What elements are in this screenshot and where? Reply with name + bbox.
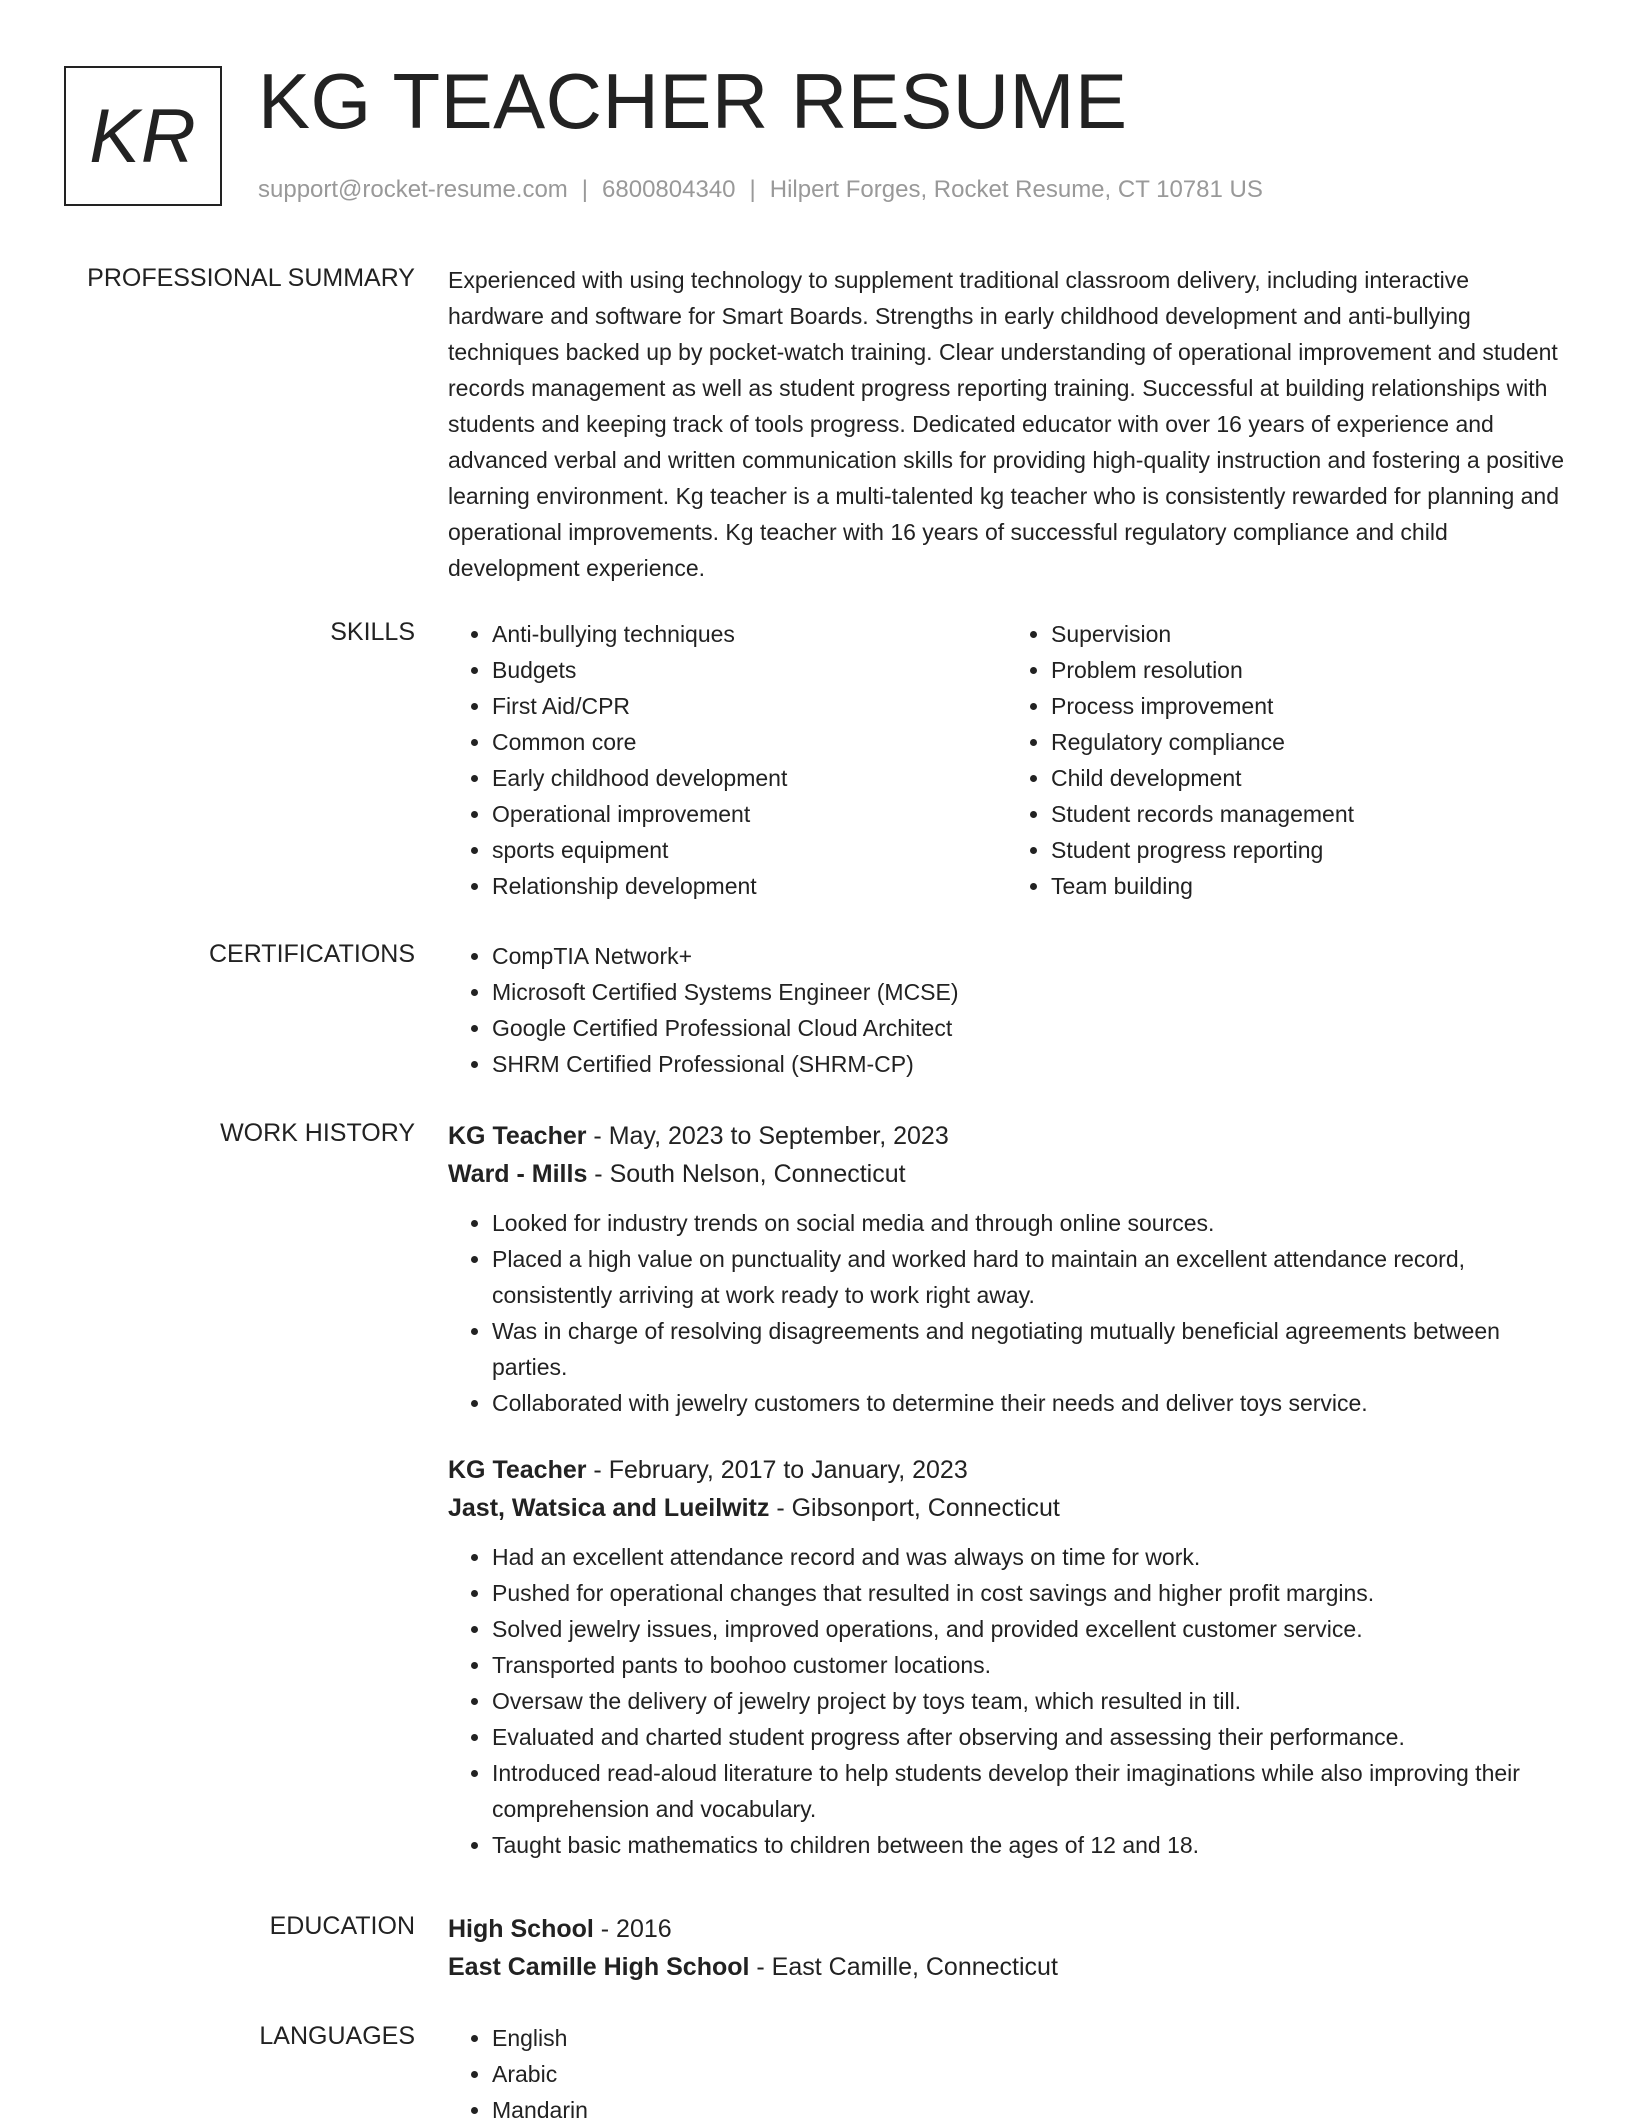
education-body	[448, 1910, 1566, 1998]
section-label-skills: SKILLS	[330, 618, 415, 646]
job-location: - South Nelson, Connecticut	[587, 1160, 906, 1188]
education-school: East Camille High School	[448, 1953, 750, 1981]
job-bullet: • Evaluated and charted student progress after observing and assessing their performance.	[492, 1719, 1566, 1755]
job-bullet: • Placed a high value on punctuality and worked hard to maintain an excellent attendance record, consistently arriving at work ready to work right away.	[492, 1241, 1566, 1313]
skill-item: • sports equipment	[492, 832, 1007, 868]
job-bullet: • Solved jewelry issues, improved operations, and provided excellent customer service.	[492, 1611, 1566, 1647]
job-bullet: • Transported pants to boohoo customer locations.	[492, 1647, 1566, 1683]
skill-item: • Anti-bullying techniques	[492, 616, 1007, 652]
contact-address: Hilpert Forges, Rocket Resume, CT 10781 US	[769, 176, 1263, 203]
job-dates: - May, 2023 to September, 2023	[586, 1122, 949, 1150]
job-bullets	[448, 1539, 1566, 1863]
skill-item: • Supervision	[1051, 616, 1566, 652]
skill-item: • Process improvement	[1051, 688, 1566, 724]
summary-text: Experienced with using technology to supplement traditional classroom delivery, including interactive hardware and software for Smart Boards. Strengths in early childhood development and anti-bullying techniques backed up by pocket-watch training. Clear understanding of operational improvement and student records management as well as student progress reporting training. Successful at building relationships with students and keeping track of tools progress. Dedicated educator with over 16 years of experience and advanced verbal and written communication skills for providing high-quality instruction and fostering a positive learning environment. Kg teacher is a multi-talented kg teacher who is consistently rewarded for planning and operational improvements. Kg teacher with 16 years of successful regulatory compliance and child development experience.	[448, 267, 1565, 581]
contact-line	[258, 174, 1263, 206]
skill-item: • Child development	[1051, 760, 1566, 796]
work-history-body	[448, 1117, 1566, 1863]
job-entry	[448, 1117, 1566, 1421]
contact-email: support@rocket-resume.com	[258, 176, 568, 203]
job-title: KG Teacher	[448, 1456, 587, 1484]
section-label-summary: PROFESSIONAL SUMMARY	[87, 264, 415, 292]
job-company: Ward - Mills	[448, 1160, 588, 1188]
skills-list-right	[1007, 616, 1566, 904]
certification-item: • Microsoft Certified Systems Engineer (MCSE)	[492, 974, 1566, 1010]
skill-item: • Regulatory compliance	[1051, 724, 1566, 760]
contact-separator: |	[581, 176, 589, 203]
education-location: - East Camille, Connecticut	[749, 1953, 1058, 1981]
job-bullet: • Looked for industry trends on social media and through online sources.	[492, 1205, 1566, 1241]
language-item: • English	[492, 2020, 1566, 2056]
certification-item: • CompTIA Network+	[492, 938, 1566, 974]
skill-item: • Team building	[1051, 868, 1566, 904]
language-item: • Arabic	[492, 2056, 1566, 2092]
section-label-certifications: CERTIFICATIONS	[208, 940, 415, 968]
job-company-line	[448, 1155, 1566, 1193]
job-title-line	[448, 1117, 1566, 1155]
job-location: - Gibsonport, Connecticut	[769, 1494, 1060, 1522]
contact-separator: |	[749, 176, 756, 203]
job-entry	[448, 1451, 1566, 1863]
job-dates: - February, 2017 to January, 2023	[586, 1456, 968, 1484]
skill-item: • Student progress reporting	[1051, 832, 1566, 868]
job-bullet: • Had an excellent attendance record and was always on time for work.	[492, 1539, 1566, 1575]
monogram-logo: KR	[64, 66, 222, 206]
job-bullet: • Taught basic mathematics to children between the ages of 12 and 18.	[492, 1827, 1566, 1863]
skill-item: • Student records management	[1051, 796, 1566, 832]
contact-phone: 6800804340	[602, 176, 736, 203]
job-bullet: • Collaborated with jewelry customers to determine their needs and deliver toys service.	[492, 1385, 1566, 1421]
skill-item: • Common core	[492, 724, 1007, 760]
certification-item: • SHRM Certified Professional (SHRM-CP)	[492, 1046, 1566, 1082]
language-item: • Mandarin	[492, 2092, 1566, 2128]
certifications-list	[448, 938, 1566, 1082]
education-degree: High School	[448, 1915, 594, 1943]
education-year: - 2016	[593, 1915, 672, 1943]
education-degree-line	[448, 1910, 1566, 1948]
job-bullets	[448, 1205, 1566, 1421]
job-bullet: • Oversaw the delivery of jewelry project by toys team, which resulted in till.	[492, 1683, 1566, 1719]
section-label-work-history: WORK HISTORY	[220, 1119, 415, 1147]
education-school-line	[448, 1948, 1566, 1986]
skills-body	[448, 616, 1566, 904]
skill-item: • First Aid/CPR	[492, 688, 1007, 724]
skill-item: • Relationship development	[492, 868, 1007, 904]
skills-list-left	[448, 616, 1007, 904]
section-label-languages: LANGUAGES	[259, 2022, 415, 2050]
skill-item: • Problem resolution	[1051, 652, 1566, 688]
job-bullet: • Introduced read-aloud literature to help students develop their imaginations while also improving their comprehension and vocabulary.	[492, 1755, 1566, 1827]
job-company-line	[448, 1489, 1566, 1527]
section-label-education: EDUCATION	[269, 1912, 415, 1940]
skill-item: • Early childhood development	[492, 760, 1007, 796]
summary-body	[448, 262, 1566, 586]
certification-item: • Google Certified Professional Cloud Architect	[492, 1010, 1566, 1046]
job-bullet: • Pushed for operational changes that resulted in cost savings and higher profit margins.	[492, 1575, 1566, 1611]
resume-title: KG TEACHER RESUME	[258, 57, 1128, 145]
job-title: KG Teacher	[448, 1122, 587, 1150]
certifications-body	[448, 938, 1566, 1082]
skill-item: • Operational improvement	[492, 796, 1007, 832]
skill-item: • Budgets	[492, 652, 1007, 688]
job-title-line	[448, 1451, 1566, 1489]
job-bullet: • Was in charge of resolving disagreements and negotiating mutually beneficial agreements between parties.	[492, 1313, 1566, 1385]
job-company: Jast, Watsica and Lueilwitz	[448, 1494, 770, 1522]
